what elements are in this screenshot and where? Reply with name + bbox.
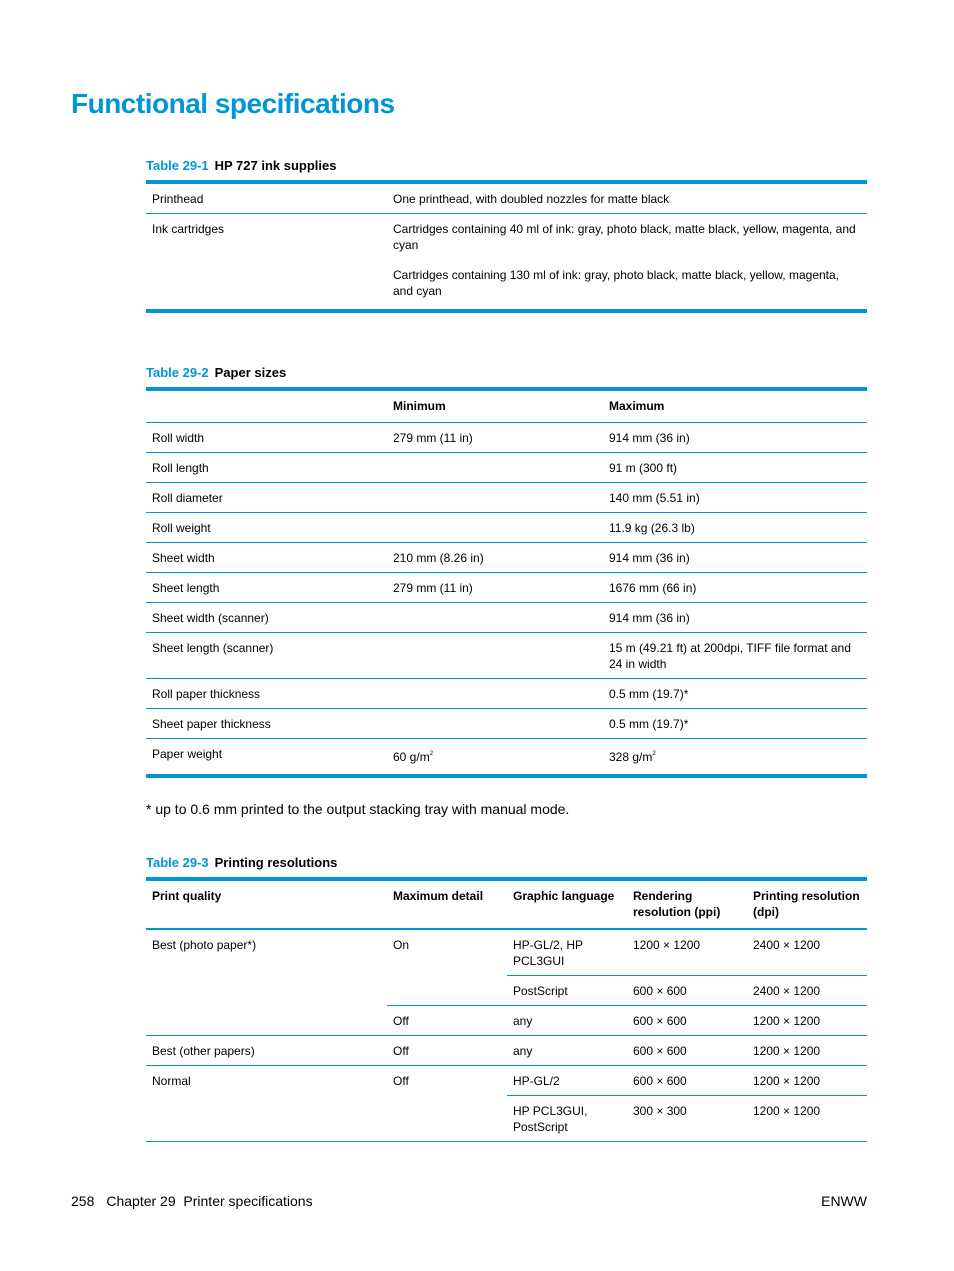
cell: HP PCL3GUI, PostScript	[513, 1104, 588, 1134]
cell: 1200 × 1200	[747, 1066, 867, 1096]
cell: HP-GL/2	[507, 1066, 627, 1096]
column-header: Minimum	[387, 389, 603, 423]
table-row	[146, 709, 867, 739]
cell: 0.5 mm (19.7)*	[603, 709, 867, 739]
column-header	[146, 389, 387, 423]
column-header: Maximum detail	[387, 879, 507, 929]
cell	[387, 679, 603, 709]
column-header: Print quality	[146, 879, 387, 929]
column-header: Maximum	[603, 389, 867, 423]
table-row	[146, 1036, 867, 1066]
cell: 2400 × 1200	[747, 929, 867, 976]
table-caption	[146, 158, 337, 173]
page-number: 258	[71, 1193, 95, 1209]
table-row	[146, 214, 867, 312]
cell: 2400 × 1200	[747, 976, 867, 1006]
column-header: Printing resolution (dpi)	[747, 879, 867, 929]
table-row	[146, 739, 867, 777]
table-row	[146, 1066, 867, 1096]
cell: Roll width	[146, 423, 387, 453]
cell: 1200 × 1200	[747, 1036, 867, 1066]
cell	[387, 483, 603, 513]
table-row	[146, 633, 867, 679]
table-row	[146, 423, 867, 453]
cell: Sheet paper thickness	[146, 709, 387, 739]
cell: Off	[387, 1036, 507, 1066]
footnote: * up to 0.6 mm printed to the output stacking tray with manual mode.	[146, 801, 570, 817]
table-row	[146, 513, 867, 543]
cell	[387, 513, 603, 543]
cell: 15 m (49.21 ft) at 200dpi, TIFF file format and 24 in width	[603, 633, 867, 679]
column-header: Rendering resolution (ppi)	[627, 879, 747, 929]
cell-value: 60 g/m	[393, 750, 430, 764]
table-number: Table 29-2	[146, 365, 209, 380]
cell: 279 mm (11 in)	[387, 573, 603, 603]
page-title: Functional specifications	[71, 88, 395, 119]
cell	[387, 739, 603, 777]
cell: Sheet width (scanner)	[146, 603, 387, 633]
table-row	[146, 929, 867, 976]
cell: 279 mm (11 in)	[387, 423, 603, 453]
cell: 914 mm (36 in)	[603, 603, 867, 633]
cell: 914 mm (36 in)	[603, 543, 867, 573]
cell: Sheet width	[146, 543, 387, 573]
cell: 1200 × 1200	[747, 1006, 867, 1036]
row-value: One printhead, with doubled nozzles for matte black	[387, 182, 867, 214]
footer-label: ENWW	[821, 1193, 867, 1209]
table-row	[146, 453, 867, 483]
cell: 600 × 600	[627, 1006, 747, 1036]
cell-paragraph: Cartridges containing 40 ml of ink: gray, photo black, matte black, yellow, magenta, and cyan	[393, 222, 856, 252]
cell: 91 m (300 ft)	[603, 453, 867, 483]
cell: On	[387, 929, 507, 1006]
paper-sizes-table	[146, 387, 867, 778]
cell: Paper weight	[152, 747, 223, 761]
table-header-row	[146, 389, 867, 423]
cell: 600 × 600	[627, 1066, 747, 1096]
cell: 914 mm (36 in)	[603, 423, 867, 453]
table-row	[146, 543, 867, 573]
printing-resolutions-table	[146, 877, 867, 1142]
cell: Off	[387, 1006, 507, 1036]
cell: any	[507, 1006, 627, 1036]
cell	[603, 739, 867, 777]
cell	[387, 603, 603, 633]
cell: Normal	[152, 1074, 191, 1088]
table-row	[146, 679, 867, 709]
cell: 600 × 600	[627, 1036, 747, 1066]
cell: 1676 mm (66 in)	[603, 573, 867, 603]
cell: 1200 × 1200	[627, 929, 747, 976]
cell: Roll weight	[146, 513, 387, 543]
cell-paragraph: Cartridges containing 130 ml of ink: gray, photo black, matte black, yellow, magenta, and cyan	[393, 268, 840, 298]
table-header-row	[146, 879, 867, 929]
superscript: 2	[429, 751, 434, 757]
cell: Off	[393, 1074, 409, 1088]
table-title: HP 727 ink supplies	[214, 158, 337, 173]
row-value	[387, 214, 867, 312]
cell: Sheet length	[146, 573, 387, 603]
cell: 140 mm (5.51 in)	[603, 483, 867, 513]
cell: Roll length	[146, 453, 387, 483]
table-number: Table 29-1	[146, 158, 209, 173]
row-label: Ink cartridges	[152, 222, 225, 236]
cell: Best (photo paper*)	[146, 929, 387, 1036]
table-title: Printing resolutions	[214, 855, 338, 870]
cell: Roll paper thickness	[146, 679, 387, 709]
cell: Sheet length (scanner)	[146, 633, 387, 679]
ink-supplies-table	[146, 180, 867, 313]
table-number: Table 29-3	[146, 855, 209, 870]
cell	[387, 453, 603, 483]
chapter-title: Chapter 29 Printer specifications	[106, 1193, 313, 1209]
table-title: Paper sizes	[214, 365, 287, 380]
cell: any	[507, 1036, 627, 1066]
cell: PostScript	[507, 976, 627, 1006]
superscript: 2	[652, 751, 656, 757]
table-row	[146, 182, 867, 214]
table-row	[146, 603, 867, 633]
cell: 210 mm (8.26 in)	[387, 543, 603, 573]
cell-value: 328 g/m	[609, 750, 653, 764]
cell	[387, 633, 603, 679]
table-row	[146, 483, 867, 513]
table-row	[146, 573, 867, 603]
table-caption	[146, 855, 337, 870]
cell	[387, 709, 603, 739]
cell: 300 × 300	[633, 1104, 687, 1118]
cell: 1200 × 1200	[753, 1104, 821, 1118]
cell: 11.9 kg (26.3 lb)	[603, 513, 867, 543]
cell: 600 × 600	[627, 976, 747, 1006]
column-header: Graphic language	[507, 879, 627, 929]
cell: Roll diameter	[146, 483, 387, 513]
table-caption	[146, 365, 286, 380]
cell: Best (other papers)	[146, 1036, 387, 1066]
cell: 0.5 mm (19.7)*	[603, 679, 867, 709]
row-label: Printhead	[146, 182, 387, 214]
cell: HP-GL/2, HP PCL3GUI	[507, 929, 627, 976]
page-footer	[71, 1193, 867, 1209]
